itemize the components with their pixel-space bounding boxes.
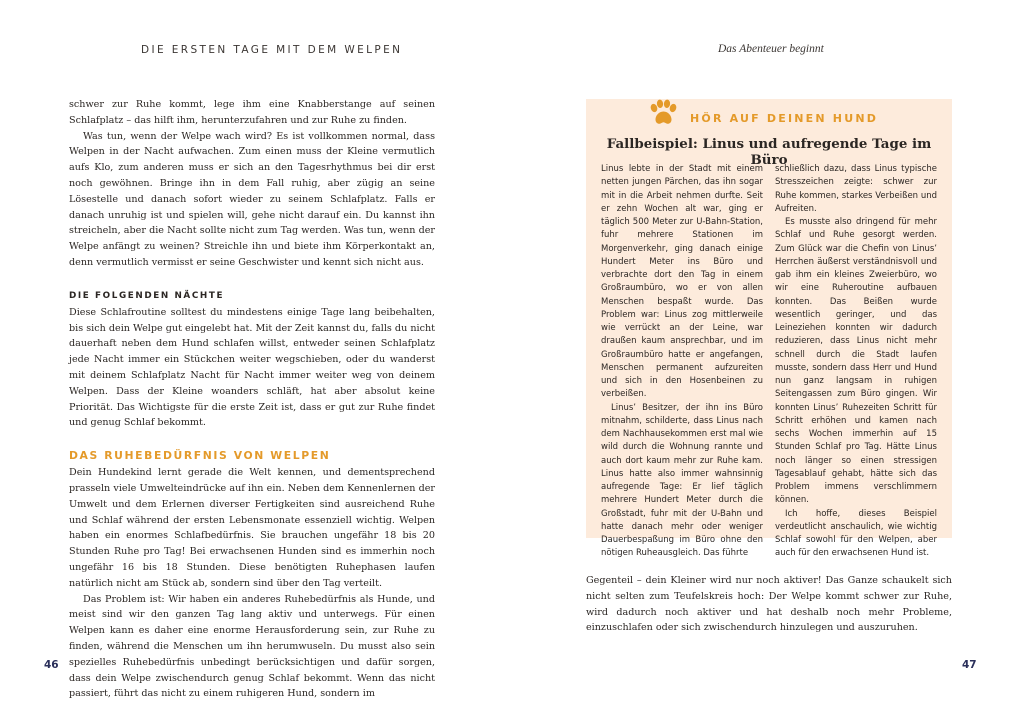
box-paragraph: Ich hoffe, dieses Beispiel verdeutlicht anschaulich, wie wichtig Schlaf sowohl für den Welpen, aber auch für den erwachsenen Hund ist. <box>775 508 937 559</box>
body-paragraph: Gegenteil – dein Kleiner wird nur noch aktiver! Das Ganze schaukelt sich nicht selten zum Teufelskreis hoch: Der Welpe kommt schwer zur Ruhe, wird dadurch noch aktiver und hat deshalb noch mehr Probleme, einzuschlafen oder sich zwischendurch hinzulegen und auszuruhen. <box>586 575 952 634</box>
box-title: Fallbeispiel: Linus und aufregende Tage im Büro <box>606 136 932 168</box>
paw-icon <box>648 99 678 127</box>
box-column-2 <box>775 163 937 561</box>
body-paragraph: Das Problem ist: Wir haben ein anderes Ruhebedürfnis als Hunde, und meist sind wir den ganzen Tag lang aktiv und unterwegs. Für einen Welpen kann es daher eine enorme Herausforderung sein, zur Ruhe zu finden, während die Menschen um ihn herumwuseln. Du musst also sein spezielles Ruhebedürfnis unbedingt berücksichtigen und dafür sorgen, dass dein Welpe zwischendurch genug Schlaf bekommt. Wenn das nicht passiert, führt das nicht zu einem ruhigeren Hund, sondern im <box>69 593 435 700</box>
box-paragraph: Es musste also dringend für mehr Schlaf und Ruhe gesorgt werden. Zum Glück war die Chefin von Linus’ Herrchen äußerst verständnisvoll und gab ihm ein kleines Zweierbüro, wo wir eine Ruheroutine aufbauen konnten. Das Beißen wurde wesentlich geringer, und das Leineziehen konnten wir dadurch reduzieren, dass Linus nicht mehr schnell durch die Stadt laufen musste, sondern dass Herr und Hund nun ganz langsam in ruhigen Seitengassen zum Büro gingen. Wir konnten Linus’ Ruhezeiten Schritt für Schritt erhöhen und kamen nach sechs Wochen immerhin auf 15 Stunden Schlaf pro Tag. Hätte Linus noch länger so einen stressigen Tagesablauf gehabt, hätte sich das Problem immens verschlimmern können. <box>775 217 937 506</box>
box-column-1 <box>601 163 763 561</box>
box-paragraph: Linus lebte in der Stadt mit einem netten jungen Pärchen, das ihn sogar mit in die Arbeit nehmen durfte. Seit er zehn Wochen alt war, ging er täglich 500 Meter zur U-Bahn-Station, fuhr mehrere Stationen im Morgenverkehr, ging danach einige Hundert Meter ins Büro und verbrachte dort den Tag in einem Großraumbüro, wo er von allen Menschen bespaßt wurde. Das Problem war: Linus zog mittlerweile wie verrückt an der Leine, war draußen kaum ansprechbar, und im Großraumbüro hatte er angefangen, Menschen permanent aufzureiten und sich in den Hosenbeinen zu verbeißen. <box>601 164 763 400</box>
body-paragraph: Diese Schlafroutine solltest du mindestens einige Tage lang beibehalten, bis sich dein Welpe gut eingelebt hat. Mit der Zeit kannst du, falls du nicht dauerhaft neben dem Hund schlafen willst, entweder seinen Schlafplatz jede Nacht immer ein Stückchen weiter wegschieben, oder du wanderst mit deinem Schlafplatz Nacht für Nacht immer weiter weg von deinem Welpen. Dass der Kleine woanders schläft, hat aber absolut keine Priorität. Das Wichtigste für die erste Zeit ist, dass er gut zur Ruhe findet und genug Schlaf bekommt. <box>69 306 435 429</box>
case-study-box <box>586 99 952 559</box>
running-head-right: Das Abenteuer beginnt <box>718 43 824 55</box>
page-number-right: 47 <box>962 659 977 671</box>
box-paragraph: Linus’ Besitzer, der ihn ins Büro mitnahm, schilderte, dass Linus nach dem Nachhausekommen erst mal wie wild durch die Wohnung rannte und auch dort kaum mehr zur Ruhe kam. Linus hatte also immer wahnsinnig aufregende Tage: Er lief täglich mehrere Hundert Meter durch die Großstadt, fuhr mit der U-Bahn und hatte danach mehr oder weniger Dauerbespaßung im Büro ohne den nötigen Ruheausgleich. Das führte <box>601 402 763 559</box>
right-body-continuation <box>586 573 952 636</box>
section-heading: DAS RUHEBEDÜRFNIS VON WELPEN <box>69 449 331 463</box>
box-label: HÖR AUF DEINEN HUND <box>690 112 879 125</box>
page-number-left: 46 <box>44 659 59 671</box>
left-body-column <box>69 97 435 702</box>
running-head-left: DIE ERSTEN TAGE MIT DEM WELPEN <box>141 44 403 56</box>
right-page <box>510 0 1020 705</box>
section-subheading: DIE FOLGENDEN NÄCHTE <box>69 290 225 301</box>
body-paragraph: Dein Hundekind lernt gerade die Welt kennen, und dementsprechend prasseln viele Umwelteindrücke auf ihn ein. Neben dem Kennenlernen der Umwelt und dem Erlernen diverser Fertigkeiten sind ausreichend Ruhe und Schlaf während der ersten Lebensmonate essenziell wichtig. Welpen haben ein enormes Schlafbedürfnis. Sie brauchen ungefähr 18 bis 20 Stunden Ruhe pro Tag! Bei erwachsenen Hunden sind es immerhin noch ungefähr 16 bis 18 Stunden. Diese benötigten Ruhephasen laufen natürlich nicht am Stück ab, sondern sind über den Tag verteilt. <box>69 467 435 589</box>
body-paragraph: Was tun, wenn der Welpe wach wird? Es ist vollkommen normal, dass Welpen in der Nacht aufwachen. Zum einen muss der Kleine vermutlich aufs Klo, zum anderen muss er sich an den Tagesrhythmus bei dir erst noch gewöhnen. Bringe ihn in dem Fall ruhig, aber zügig an seine Lösestelle und danach sofort wieder zu seinem Schlafplatz. Falls er danach unruhig ist und spielen will, gehe nicht darauf ein. Du kannst ihn streicheln, aber die Nacht sollte nicht zum Tag werden. Was tun, wenn der Welpe anfängt zu weinen? Streichle ihn und biete ihm Körperkontakt an, denn vermutlich vermisst er seine Geschwister und kennt sich nicht aus. <box>69 130 435 268</box>
body-paragraph: schwer zur Ruhe kommt, lege ihm eine Knabberstange auf seinen Schlafplatz – das hilft ihm, herunterzufahren und zur Ruhe zu finden. <box>69 99 435 126</box>
box-paragraph: schließlich dazu, dass Linus typische Stresszeichen zeigte: schwer zur Ruhe kommen, starkes Verbeißen und Aufreiten. <box>775 164 937 214</box>
